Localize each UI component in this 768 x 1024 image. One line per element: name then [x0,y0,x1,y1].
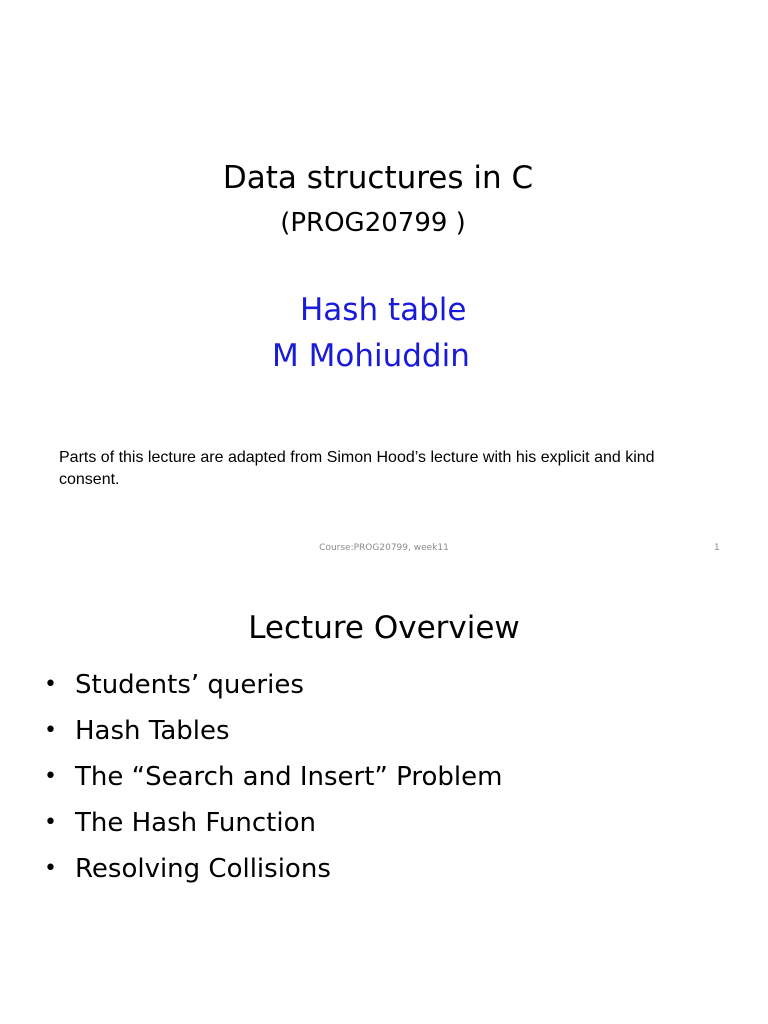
bullet-icon: • [44,672,57,697]
course-code: (PROG20799 ) [280,208,466,238]
list-item [44,804,502,850]
page-number: 1 [714,543,720,553]
footer-course: Course:PROG20799, week11 [319,543,449,553]
list-item [44,758,502,804]
list-item-text: Resolving Collisions [75,854,331,884]
overview-list [44,666,502,896]
list-item [44,850,502,896]
list-item-text: The “Search and Insert” Problem [75,762,503,792]
bullet-icon: • [44,810,57,835]
overview-title: Lecture Overview [248,610,520,646]
bullet-icon: • [44,764,57,789]
list-item [44,712,502,758]
list-item-text: The Hash Function [75,808,316,838]
list-item-text: Students’ queries [75,670,304,700]
credit-note: Parts of this lecture are adapted from Simon Hood’s lecture with his explicit and kind consent. [59,449,655,488]
slide-title: Data structures in C [222,160,534,196]
author-name: M Mohiuddin [272,338,470,374]
list-item-text: Hash Tables [75,716,230,746]
list-item [44,666,502,712]
bullet-icon: • [44,856,57,881]
lecture-topic: Hash table [300,292,467,328]
bullet-icon: • [44,718,57,743]
